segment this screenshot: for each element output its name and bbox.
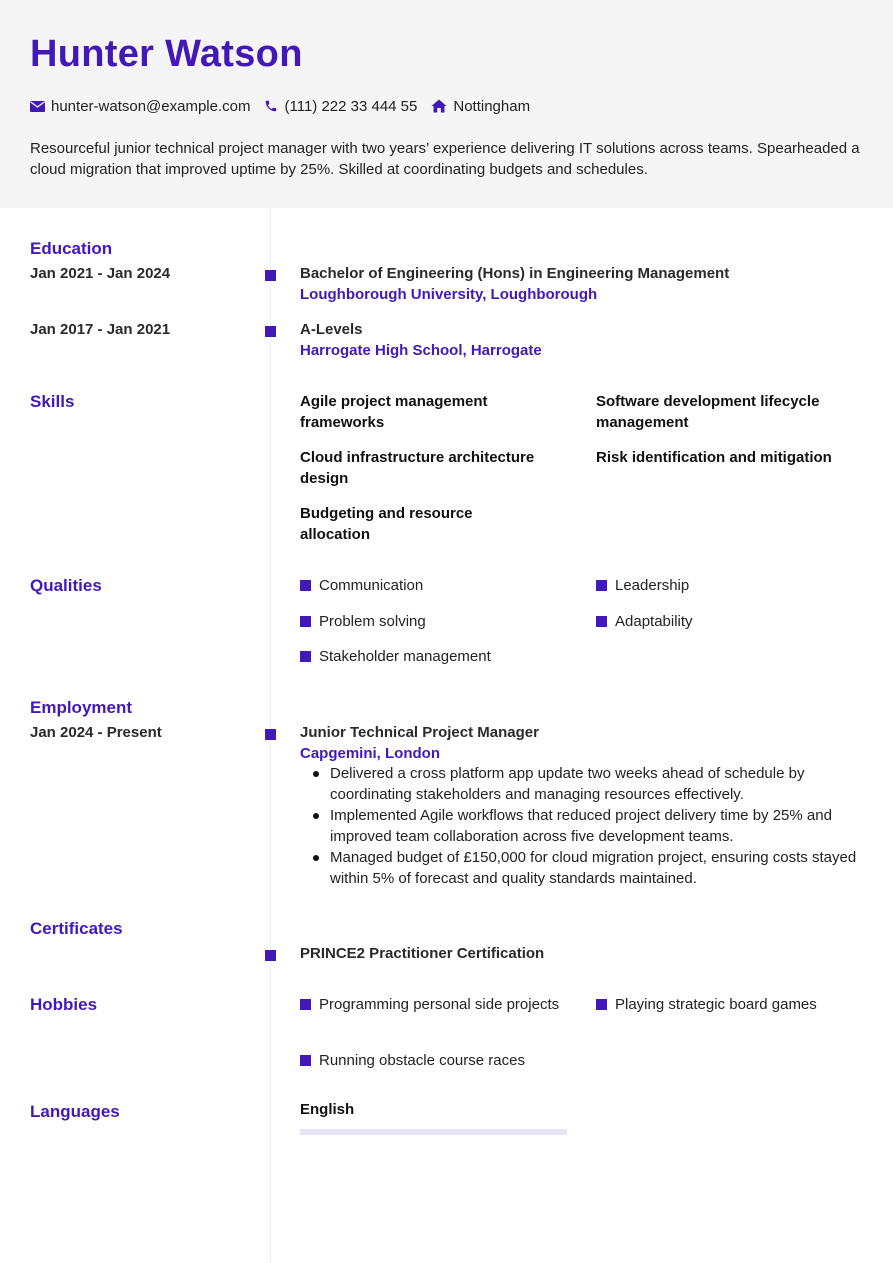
education-school: Harrogate High School, Harrogate <box>300 342 542 359</box>
location-text: Nottingham <box>453 97 531 115</box>
list-item <box>300 805 865 847</box>
hobby-label: Playing strategic board games <box>615 996 817 1013</box>
square-bullet-icon <box>300 999 311 1010</box>
bullet-dot-icon <box>300 847 330 889</box>
bullet-dot-icon <box>300 805 330 847</box>
quality-label: Leadership <box>615 577 690 594</box>
hobby-item <box>596 994 817 1015</box>
hobby-item <box>300 1050 525 1071</box>
home-icon <box>431 99 447 113</box>
email-text: hunter-watson@example.com <box>51 97 251 115</box>
skills-heading: Skills <box>30 392 75 411</box>
education-heading: Education <box>30 239 113 258</box>
resume-header <box>0 0 893 208</box>
education-degree: A-Levels <box>300 321 363 338</box>
list-item <box>300 847 865 889</box>
company-name: Capgemini, London <box>300 745 440 762</box>
timeline-marker <box>265 729 276 740</box>
hobby-item <box>300 994 560 1015</box>
envelope-icon <box>30 101 45 112</box>
language-name: English <box>300 1101 355 1118</box>
job-title: Junior Technical Project Manager <box>300 724 539 741</box>
skill-item: Agile project management frameworks <box>300 393 488 431</box>
quality-label: Adaptability <box>615 613 693 630</box>
certificates-heading: Certificates <box>30 919 123 938</box>
employment-heading: Employment <box>30 698 133 717</box>
education-date: Jan 2017 - Jan 2021 <box>30 321 171 338</box>
skill-item: Software development lifecycle management <box>596 393 820 431</box>
education-degree: Bachelor of Engineering (Hons) in Engineering Management <box>300 265 730 282</box>
hobby-label: Programming personal side projects <box>319 996 560 1013</box>
education-date: Jan 2021 - Jan 2024 <box>30 265 171 282</box>
contact-phone[interactable] <box>264 98 417 115</box>
candidate-name: Hunter Watson <box>30 33 303 75</box>
skill-item: Risk identification and mitigation <box>596 449 832 466</box>
quality-item <box>300 575 423 596</box>
contact-email[interactable] <box>30 98 250 115</box>
certificate-name: PRINCE2 Practitioner Certification <box>300 945 545 962</box>
job-achievements <box>300 763 865 889</box>
qualities-heading: Qualities <box>30 576 102 595</box>
achievement-text: Implemented Agile workflows that reduced project delivery time by 25% and improved team collaboration across five development teams. <box>330 807 832 845</box>
quality-label: Stakeholder management <box>319 648 491 665</box>
square-bullet-icon <box>596 580 607 591</box>
square-bullet-icon <box>300 651 311 662</box>
phone-icon <box>264 99 278 113</box>
profile-summary: Resourceful junior technical project manager with two years’ experience delivering IT solutions across teams. Spearheaded a cloud migration that improved uptime by 25%. Skilled at coordinating budgets and schedules. <box>30 140 860 178</box>
contact-location <box>431 98 530 115</box>
timeline-marker <box>265 270 276 281</box>
timeline-marker <box>265 950 276 961</box>
timeline-marker <box>265 326 276 337</box>
quality-item <box>596 611 693 632</box>
skill-item: Budgeting and resource allocation <box>300 505 473 543</box>
achievement-text: Delivered a cross platform app update two weeks ahead of schedule by coordinating stakeholders and managing resources effectively. <box>330 765 805 803</box>
square-bullet-icon <box>596 999 607 1010</box>
bullet-dot-icon <box>300 763 330 805</box>
quality-item <box>596 575 689 596</box>
skill-item: Cloud infrastructure architecture design <box>300 449 535 487</box>
hobby-label: Running obstacle course races <box>319 1052 525 1069</box>
square-bullet-icon <box>300 616 311 627</box>
quality-item <box>300 646 491 667</box>
employment-date: Jan 2024 - Present <box>30 724 162 741</box>
education-school: Loughborough University, Loughborough <box>300 286 598 303</box>
quality-label: Communication <box>319 577 424 594</box>
quality-label: Problem solving <box>319 613 426 630</box>
square-bullet-icon <box>300 580 311 591</box>
contact-row <box>30 96 863 116</box>
list-item <box>300 763 865 805</box>
phone-text: (111) 222 33 444 55 <box>284 97 418 115</box>
language-level-bar <box>300 1129 567 1135</box>
quality-item <box>300 611 426 632</box>
languages-heading: Languages <box>30 1102 120 1121</box>
square-bullet-icon <box>596 616 607 627</box>
achievement-text: Managed budget of £150,000 for cloud migration project, ensuring costs stayed within 5% of forecast and quality standards maintained. <box>330 849 857 887</box>
square-bullet-icon <box>300 1055 311 1066</box>
hobbies-heading: Hobbies <box>30 995 98 1014</box>
